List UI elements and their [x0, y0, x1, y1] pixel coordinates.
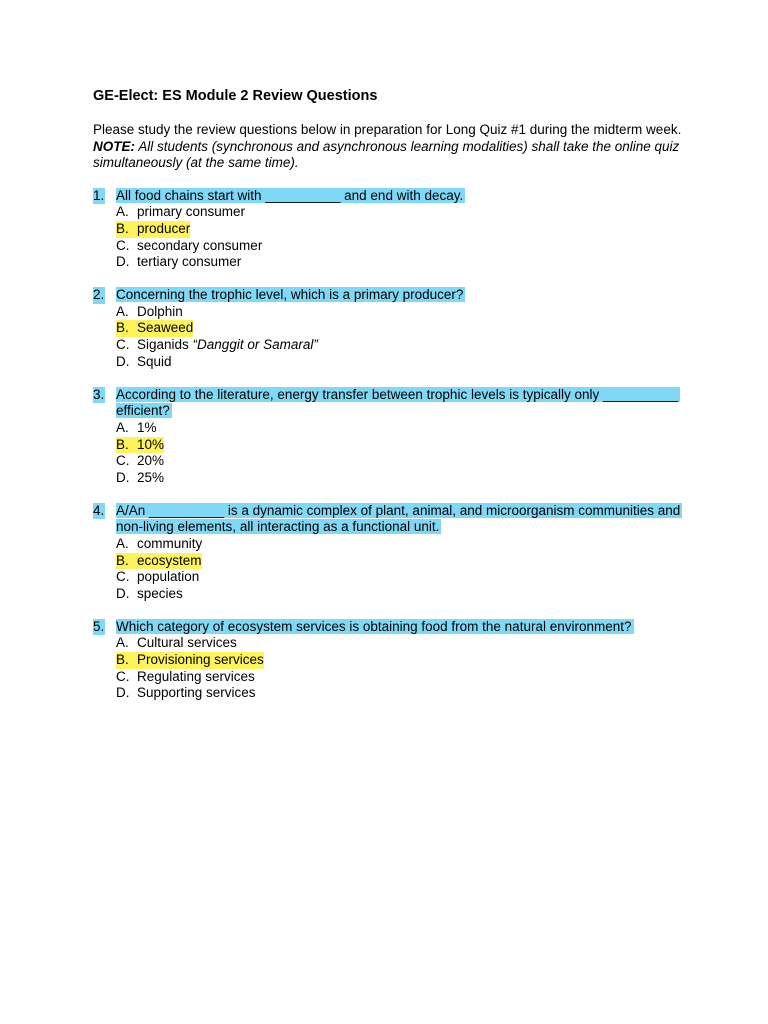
option-letter: C.	[116, 668, 130, 684]
answer-options	[93, 304, 683, 370]
option-letter: B.	[116, 552, 129, 568]
answer-option	[93, 669, 683, 686]
option-letter: A.	[116, 535, 129, 551]
option-text: Squid	[137, 353, 172, 369]
question-item	[93, 387, 683, 487]
answer-option-body	[116, 238, 262, 255]
option-letter: B.	[116, 320, 129, 336]
note-text: All students (synchronous and asynchronous learning modalities) shall take the online quiz simultaneously (at the same time).	[93, 138, 680, 171]
option-text: Supporting services	[137, 685, 256, 701]
question-stem	[93, 619, 683, 636]
option-letter: D.	[116, 685, 130, 701]
question-number: 5.	[93, 618, 105, 634]
option-text: secondary consumer	[137, 237, 263, 253]
answer-option	[93, 635, 683, 652]
option-letter: B.	[116, 652, 129, 668]
option-letter: C.	[116, 237, 130, 253]
option-letter: B.	[116, 436, 129, 452]
option-text: 10%	[137, 436, 165, 452]
intro-paragraph	[93, 122, 683, 172]
option-letter: A.	[116, 303, 129, 319]
answer-option-body	[116, 204, 245, 221]
question-stem	[93, 387, 683, 420]
correct-answer-highlight	[116, 652, 264, 669]
answer-options	[93, 536, 683, 602]
correct-answer-highlight	[116, 320, 193, 337]
option-text: primary consumer	[137, 204, 246, 220]
question-item	[93, 287, 683, 370]
option-letter: D.	[116, 585, 130, 601]
answer-option	[93, 685, 683, 702]
question-stem	[93, 503, 683, 536]
question-item	[93, 619, 683, 702]
document-title: GE-Elect: ES Module 2 Review Questions	[93, 88, 378, 104]
document-page	[93, 87, 683, 718]
answer-option-body	[116, 453, 164, 470]
intro-text: Please study the review questions below in preparation for Long Quiz #1 during the midterm week.	[93, 122, 682, 137]
answer-option	[93, 204, 683, 221]
answer-option	[93, 221, 683, 238]
question-number: 3.	[93, 386, 105, 402]
option-text: Siganids	[137, 337, 193, 353]
option-text: Cultural services	[137, 635, 237, 651]
answer-option	[93, 453, 683, 470]
answer-option	[93, 553, 683, 570]
option-text: 1%	[137, 419, 157, 435]
answer-option-body	[116, 354, 172, 371]
option-text: population	[137, 569, 200, 585]
question-item	[93, 188, 683, 271]
question-text: A/An __________ is a dynamic complex of plant, animal, and microorganism communities and non-living elements, all interacting as a functional unit.	[116, 502, 681, 535]
question-text: Which category of ecosystem services is obtaining food from the natural environment?	[116, 618, 632, 634]
answer-option	[93, 536, 683, 553]
answer-option	[93, 337, 683, 354]
question-stem	[93, 287, 683, 304]
answer-option-body	[116, 635, 237, 652]
answer-option	[93, 569, 683, 586]
answer-option	[93, 652, 683, 669]
option-letter: B.	[116, 220, 129, 236]
answer-options	[93, 204, 683, 270]
answer-option	[93, 304, 683, 321]
option-text: Seaweed	[137, 320, 194, 336]
option-text: species	[137, 585, 183, 601]
option-letter: D.	[116, 353, 130, 369]
answer-option	[93, 238, 683, 255]
option-letter: C.	[116, 569, 130, 585]
answer-option-body	[116, 470, 164, 487]
answer-option	[93, 354, 683, 371]
correct-answer-highlight	[116, 437, 164, 454]
option-text: community	[137, 535, 203, 551]
question-number: 2.	[93, 287, 105, 303]
answer-option-body	[116, 304, 183, 321]
option-letter: A.	[116, 635, 129, 651]
answer-option-body	[116, 254, 241, 271]
option-text: 25%	[137, 469, 165, 485]
option-text: Provisioning services	[137, 652, 264, 668]
answer-options	[93, 635, 683, 701]
answer-option-body	[116, 569, 199, 586]
option-letter: C.	[116, 453, 130, 469]
question-number: 4.	[93, 502, 105, 518]
option-text: producer	[137, 220, 191, 236]
option-letter: D.	[116, 469, 130, 485]
answer-option-body	[116, 669, 255, 686]
option-letter: D.	[116, 254, 130, 270]
option-letter: C.	[116, 337, 130, 353]
option-letter: A.	[116, 204, 129, 220]
answer-option	[93, 586, 683, 603]
note-label: NOTE:	[93, 138, 135, 154]
answer-option	[93, 254, 683, 271]
answer-option-body	[116, 420, 157, 437]
option-text: Regulating services	[137, 668, 255, 684]
option-text: tertiary consumer	[137, 254, 242, 270]
question-text: According to the literature, energy transfer between trophic levels is typically only __________ efficient?	[116, 386, 679, 419]
option-letter: A.	[116, 419, 129, 435]
answer-options	[93, 420, 683, 486]
option-text: 20%	[137, 453, 165, 469]
answer-option-body	[116, 337, 318, 354]
option-text: Dolphin	[137, 303, 183, 319]
question-text: Concerning the trophic level, which is a primary producer?	[116, 287, 464, 303]
question-item	[93, 503, 683, 603]
answer-option	[93, 437, 683, 454]
answer-option-body	[116, 536, 202, 553]
correct-answer-highlight	[116, 221, 190, 238]
answer-option	[93, 420, 683, 437]
question-list	[93, 188, 683, 702]
answer-option	[93, 320, 683, 337]
question-number: 1.	[93, 187, 105, 203]
question-stem	[93, 188, 683, 205]
option-text: ecosystem	[137, 552, 202, 568]
answer-option-body	[116, 586, 183, 603]
answer-option	[93, 470, 683, 487]
answer-option-body	[116, 685, 256, 702]
question-text: All food chains start with __________ and end with decay.	[116, 187, 464, 203]
option-text-italic: “Danggit or Samaral”	[192, 337, 318, 353]
correct-answer-highlight	[116, 553, 202, 570]
